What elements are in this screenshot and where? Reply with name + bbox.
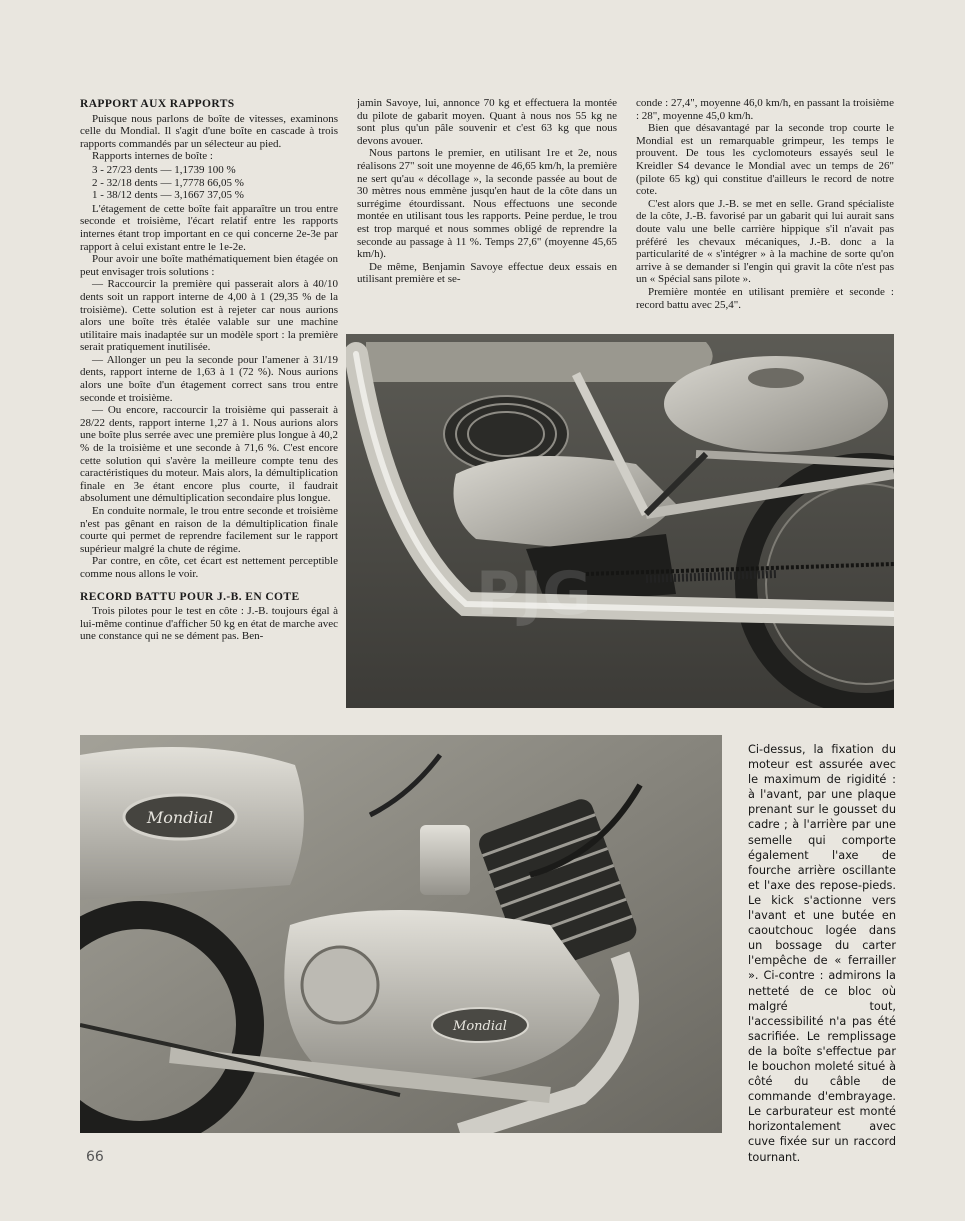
- watermark-text: PJG: [476, 559, 592, 629]
- paragraph: Par contre, en côte, cet écart est nettement perceptible comme nous allons le voir.: [80, 555, 338, 580]
- engine-photo-top: [346, 334, 894, 708]
- paragraph: L'étagement de cette boîte fait apparaître un trou entre seconde et troisième, l'écart relatif entre les rapports internes étant trop important en ce qui concerne 2e-3e par rapport à celui existant entre le 1e-2e.: [80, 202, 338, 253]
- paragraph: Pour avoir une boîte mathématiquement bien étagée on peut envisager trois solutions :: [80, 253, 338, 278]
- ratio-row: 3 - 27/23 dents — 1,1739 100 %: [92, 163, 236, 176]
- page-number: 66: [86, 1149, 104, 1165]
- case-brand-text: Mondial: [453, 1019, 507, 1034]
- paragraph: En conduite normale, le trou entre seconde et troisième n'est pas gênant en raison de la démultiplication finale courte qui permet de reprendre facilement sur le rapport supérieur malgré la chute de régime.: [80, 505, 338, 555]
- section-heading-record: RECORD BATTU POUR J.-B. EN COTE: [80, 590, 300, 603]
- ratios-title: Rapports internes de boîte :: [92, 150, 213, 163]
- article-column-3: [636, 97, 894, 321]
- ratio-row: 1 - 38/12 dents — 3,1667 37,05 %: [92, 189, 244, 202]
- paragraph: Nous partons le premier, en utilisant 1re et 2e, nous réalisons 27" soit une moyenne de 46,65 km/h, la première ne sert qu'au « décollage », la seconde passée au bout de 30 mètres nous emmène jusqu'en haut de la côte dans un surrégime étourdissant. Nous effectuons une seconde montée en utilisant tous les rapports. Peine perdue, le trou est trop marqué et nous sommes obligé de reprendre la seconde au passage à 11 %. Temps 27,6" (moyenne 45,65 km/h).: [357, 147, 617, 261]
- paragraph: C'est alors que J.-B. se met en selle. Grand spécialiste de la côte, J.-B. favorisé par un gabarit qui lui aurait sans doute valu une belle carrière hippique s'il n'avait pas préféré les chevaux mécaniques, J.-B. donc a la particularité de « s'intégrer » à la machine de sorte qu'on arrive à se demander si l'engin qui gravit la côte n'est pas un « Spécial sans pilote ».: [636, 197, 894, 286]
- paragraph: jamin Savoye, lui, annonce 70 kg et effectuera la montée du pilote de gabarit moyen. Quant à nous nos 55 kg ne sont plus qu'un pâle souvenir et c'est 63 kg que nous devons avouer.: [357, 97, 617, 147]
- paragraph: Trois pilotes pour le test en côte : J.-B. toujours égal à lui-même continue d'afficher 50 kg en état de marche avec une constance qui ne se dément pas. Ben-: [80, 605, 338, 643]
- engine-photo-top-image: [346, 334, 894, 708]
- article-column-1: [80, 98, 338, 728]
- section-heading-ratios: RAPPORT AUX RAPPORTS: [80, 98, 235, 110]
- paragraph: Puisque nous parlons de boîte de vitesses, examinons celle du Mondial. Il s'agit d'une boîte en cascade à trois rapports commandés par un sélecteur au pied.: [80, 112, 338, 150]
- tank-brand-text: Mondial: [146, 808, 214, 827]
- paragraph: De même, Benjamin Savoye effectue deux essais en utilisant première et se-: [357, 260, 617, 286]
- article-column-2: [357, 97, 617, 321]
- paragraph: — Ou encore, raccourcir la troisième qui passerait à 28/22 dents, rapport interne 1,27 à 1. Nous aurions alors une boîte plus serrée avec une première plus longue à 40,2 % de la troisième et une seconde à 71,6 %. C'est encore cette solution qui s'avère la meilleure compte tenu des caractéristiques du moteur. Mais alors, la démultiplication finale en 3e étant encore plus courte, il faudrait absolument une démultiplication secondaire plus longue.: [80, 404, 338, 505]
- engine-photo-bottom-image: [80, 735, 722, 1133]
- ratio-row: 2 - 32/18 dents — 1,7778 66,05 %: [92, 176, 244, 189]
- paragraph: — Allonger un peu la seconde pour l'amener à 31/19 dents, rapport interne de 1,63 à 1 (72 %). Nous aurions alors une boîte d'un étagement correct sans trou entre seconde et troisième.: [80, 353, 338, 404]
- paragraph: conde : 27,4", moyenne 46,0 km/h, en passant la troisième : 28", moyenne 45,0 km/h.: [636, 97, 894, 122]
- paragraph: Bien que désavantagé par la seconde trop courte le Mondial est un remarquable grimpeur, les temps le prouvent. De tous les cyclomoteurs essayés seul le Kreidler S4 devance le Mondial avec un temps de 26" (pilote 65 kg) qui constitue d'ailleurs le record de notre cote.: [636, 122, 894, 198]
- engine-photo-bottom: [80, 735, 722, 1133]
- paragraph: Première montée en utilisant première et seconde : record battu avec 25,4".: [636, 285, 894, 311]
- paragraph: — Raccourcir la première qui passerait alors à 40/10 dents soit un rapport interne de 4,00 à 1 (29,35 % de la troisième). Cette solution est à rejeter car nous aurions alors une boîte très étalée valable sur une machine utilitaire mais inadaptée sur un modèle sport : la première serait pratiquement inutilisée.: [80, 278, 338, 354]
- ratios-table: [92, 164, 338, 202]
- photo-caption: Ci-dessus, la fixation du moteur est assurée avec le maximum de rigidité : à l'avant, par une plaque prenant sur le gousset du cadre ; à l'arrière par une semelle qui comporte également l'axe de fourche arrière oscillante et l'axe des repose-pieds. Le kick s'actionne vers l'avant et une butée en caoutchouc logée dans un bossage du carter l'empêche de « ferrailler ». Ci-contre : admirons la netteté de ce bloc où malgré tout, l'accessibilité n'a pas été sacrifiée. Le remplissage de la boîte s'effectue par le bouchon moleté situé à côté du câble de commande d'embrayage. Le carburateur est monté horizontalement avec cuve fixée sur un raccord tournant.: [748, 743, 896, 1164]
